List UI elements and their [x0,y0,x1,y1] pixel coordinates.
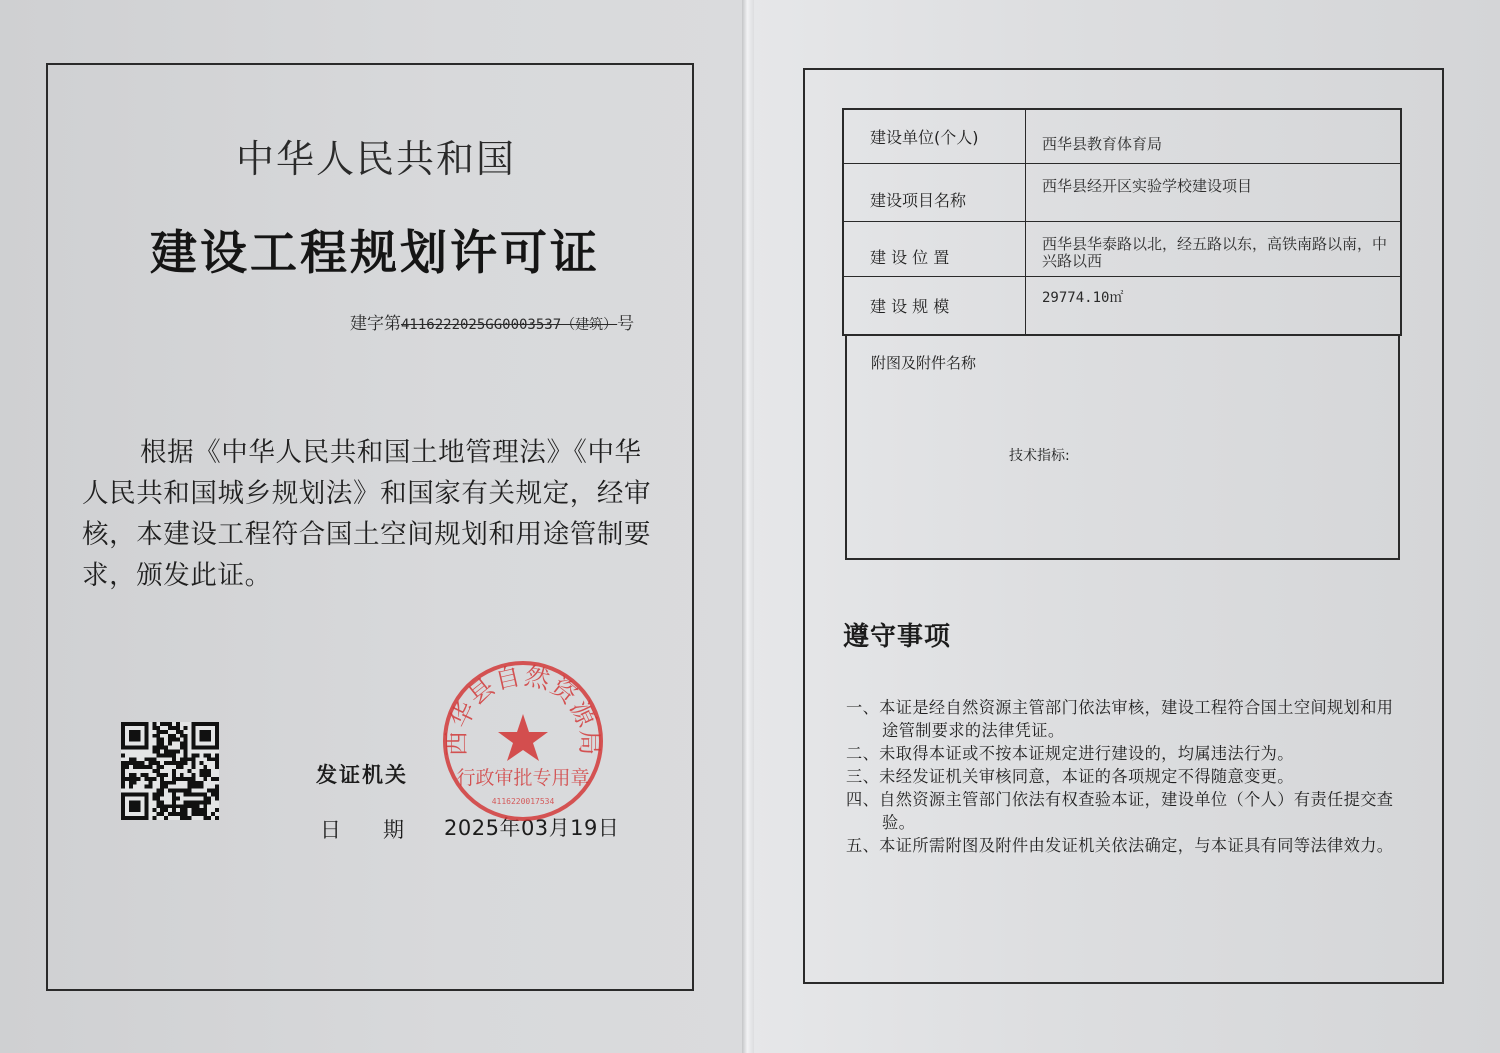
number-prefix: 建字第 [350,314,401,334]
certificate-title: 建设工程规划许可证 [150,226,600,281]
seal-arc-text: 西华县自然资源局 [441,661,605,757]
certificate-number [350,309,634,334]
number-suffix: 号 [617,314,635,334]
table-row [844,277,1400,334]
seal-bottom-text: 行政审批专用章 [456,767,590,789]
official-seal-icon [440,658,606,824]
issuer-label: 发证机关 [316,763,408,787]
rules-list [846,696,1406,857]
list-item: 三、未经发证机关审核同意，本证的各项规定不得随意变更。 [846,767,1294,786]
country-name: 中华人民共和国 [236,137,517,181]
row-label: 建设项目名称 [844,164,1026,221]
row-label: 建 设 规 模 [844,277,1026,334]
project-info-table [842,108,1402,336]
attachments-label: 附图及附件名称 [871,354,977,372]
list-item: 五、本证所需附图及附件由发证机关依法确定，与本证具有同等法律效力。 [846,836,1394,855]
list-item: 二、未取得本证或不按本证规定进行建设的，均属违法行为。 [846,744,1294,763]
table-row [844,110,1400,164]
table-row [844,164,1400,222]
issuance-basis-text: 根据《中华人民共和国土地管理法》《中华人民共和国城乡规划法》和国家有关规定，经审核，本建设工程符合国土空间规划和用途管制要求，颁发此证。 [82,437,652,591]
rules-title: 遵守事项 [843,622,952,652]
date-label: 日 期 [320,818,404,842]
number-value: 4116222025GG0003537（建筑） [401,317,618,333]
row-label: 建 设 位 置 [844,222,1026,276]
row-label: 建设单位(个人) [844,110,1026,163]
technical-indicators-label: 技术指标: [1009,448,1070,464]
row-value: 西华县华泰路以北，经五路以东，高铁南路以南，中兴路以西 [1042,235,1388,270]
page-fold [742,0,754,1053]
row-value: 西华县教育体育局 [1042,135,1163,153]
seal-code: 4116220017534 [491,797,555,806]
row-value: 西华县经开区实验学校建设项目 [1042,177,1253,195]
issue-date: 2025年03月19日 [444,816,620,840]
table-row [844,222,1400,277]
list-item: 四、自然资源主管部门依法有权查验本证，建设单位（个人）有责任提交查验。 [846,790,1394,832]
row-value: 29774.10㎡ [1042,290,1124,306]
list-item: 一、本证是经自然资源主管部门依法审核，建设工程符合国土空间规划和用途管制要求的法律凭证。 [846,698,1394,740]
qr-code-icon [120,722,220,820]
